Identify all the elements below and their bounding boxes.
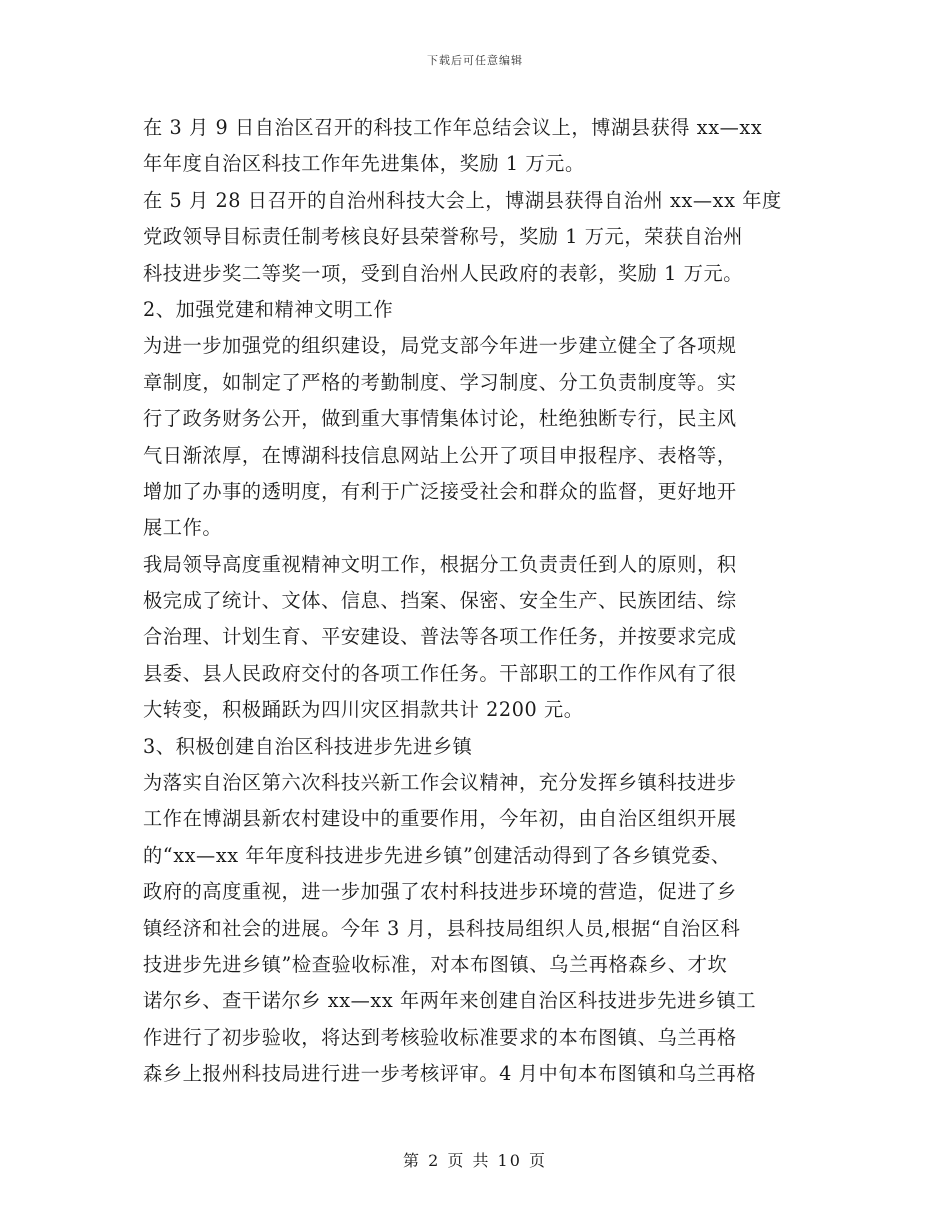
text-line: 2、加强党建和精神文明工作 xyxy=(143,297,394,321)
text-line: 森乡上报州科技局进行进一步考核评审。4 月中旬本布图镇和乌兰再格 xyxy=(143,1062,757,1086)
text-line: 县委、县人民政府交付的各项工作任务。干部职工的工作作风有了很 xyxy=(143,661,737,685)
text-line: 在 5 月 28 日召开的自治州科技大会上，博湖县获得自治州 xx—xx 年度 xyxy=(143,188,782,212)
text-line: 年年度自治区科技工作年先进集体，奖励 1 万元。 xyxy=(143,152,585,176)
text-line: 章制度，如制定了严格的考勤制度、学习制度、分工负责制度等。实 xyxy=(143,370,737,394)
page-header: 下载后可任意编辑 xyxy=(427,54,523,67)
text-line: 展工作。 xyxy=(143,516,223,540)
text-line: 大转变，积极踊跃为四川灾区捐款共计 2200 元。 xyxy=(143,698,584,722)
text-line: 镇经济和社会的进展。今年 3 月，县科技局组织人员,根据“自治区科 xyxy=(143,916,741,940)
text-line: 作进行了初步验收，将达到考核验收标准要求的本布图镇、乌兰再格 xyxy=(143,1025,737,1049)
text-line: 工作在博湖县新农村建设中的重要作用，今年初，由自治区组织开展 xyxy=(143,807,737,831)
text-line: 合治理、计划生育、平安建设、普法等各项工作任务，并按要求完成 xyxy=(143,625,737,649)
text-line: 政府的高度重视，进一步加强了农村科技进步环境的营造，促进了乡 xyxy=(143,880,737,904)
text-line: 为进一步加强党的组织建设，局党支部今年进一步建立健全了各项规 xyxy=(143,334,737,358)
text-line: 党政领导目标责任制考核良好县荣誉称号，奖励 1 万元，荣获自治州 xyxy=(143,225,744,249)
page-footer: 第 2 页 共 10 页 xyxy=(403,1151,547,1170)
text-line: 极完成了统计、文体、信息、挡案、保密、安全生产、民族团结、综 xyxy=(143,589,737,613)
text-line: 为落实自治区第六次科技兴新工作会议精神，充分发挥乡镇科技进步 xyxy=(143,771,737,795)
text-line: 在 3 月 9 日自治区召开的科技工作年总结会议上，博湖县获得 xx—xx xyxy=(143,116,763,139)
text-line: 3、积极创建自治区科技进步先进乡镇 xyxy=(143,734,473,758)
text-line: 的“xx—xx 年年度科技进步先进乡镇”创建活动得到了各乡镇党委、 xyxy=(143,843,731,867)
text-line: 气日渐浓厚，在博湖科技信息网站上公开了项目申报程序、表格等， xyxy=(143,443,737,467)
text-line: 增加了办事的透明度，有利于广泛接受社会和群众的监督，更好地开 xyxy=(143,479,737,503)
text-line: 我局领导高度重视精神文明工作，根据分工负责责任到人的原则，积 xyxy=(143,552,737,576)
text-line: 科技进步奖二等奖一项，受到自治州人民政府的表彰，奖励 1 万元。 xyxy=(143,261,744,285)
text-line: 技进步先进乡镇”检查验收标准，对本布图镇、乌兰再格森乡、才坎 xyxy=(143,952,728,976)
text-line: 行了政务财务公开，做到重大事情集体讨论，杜绝独断专行，民主风 xyxy=(143,407,737,431)
document-body xyxy=(143,110,808,1093)
text-line: 诺尔乡、查干诺尔乡 xx—xx 年两年来创建自治区科技进步先进乡镇工 xyxy=(143,989,757,1013)
